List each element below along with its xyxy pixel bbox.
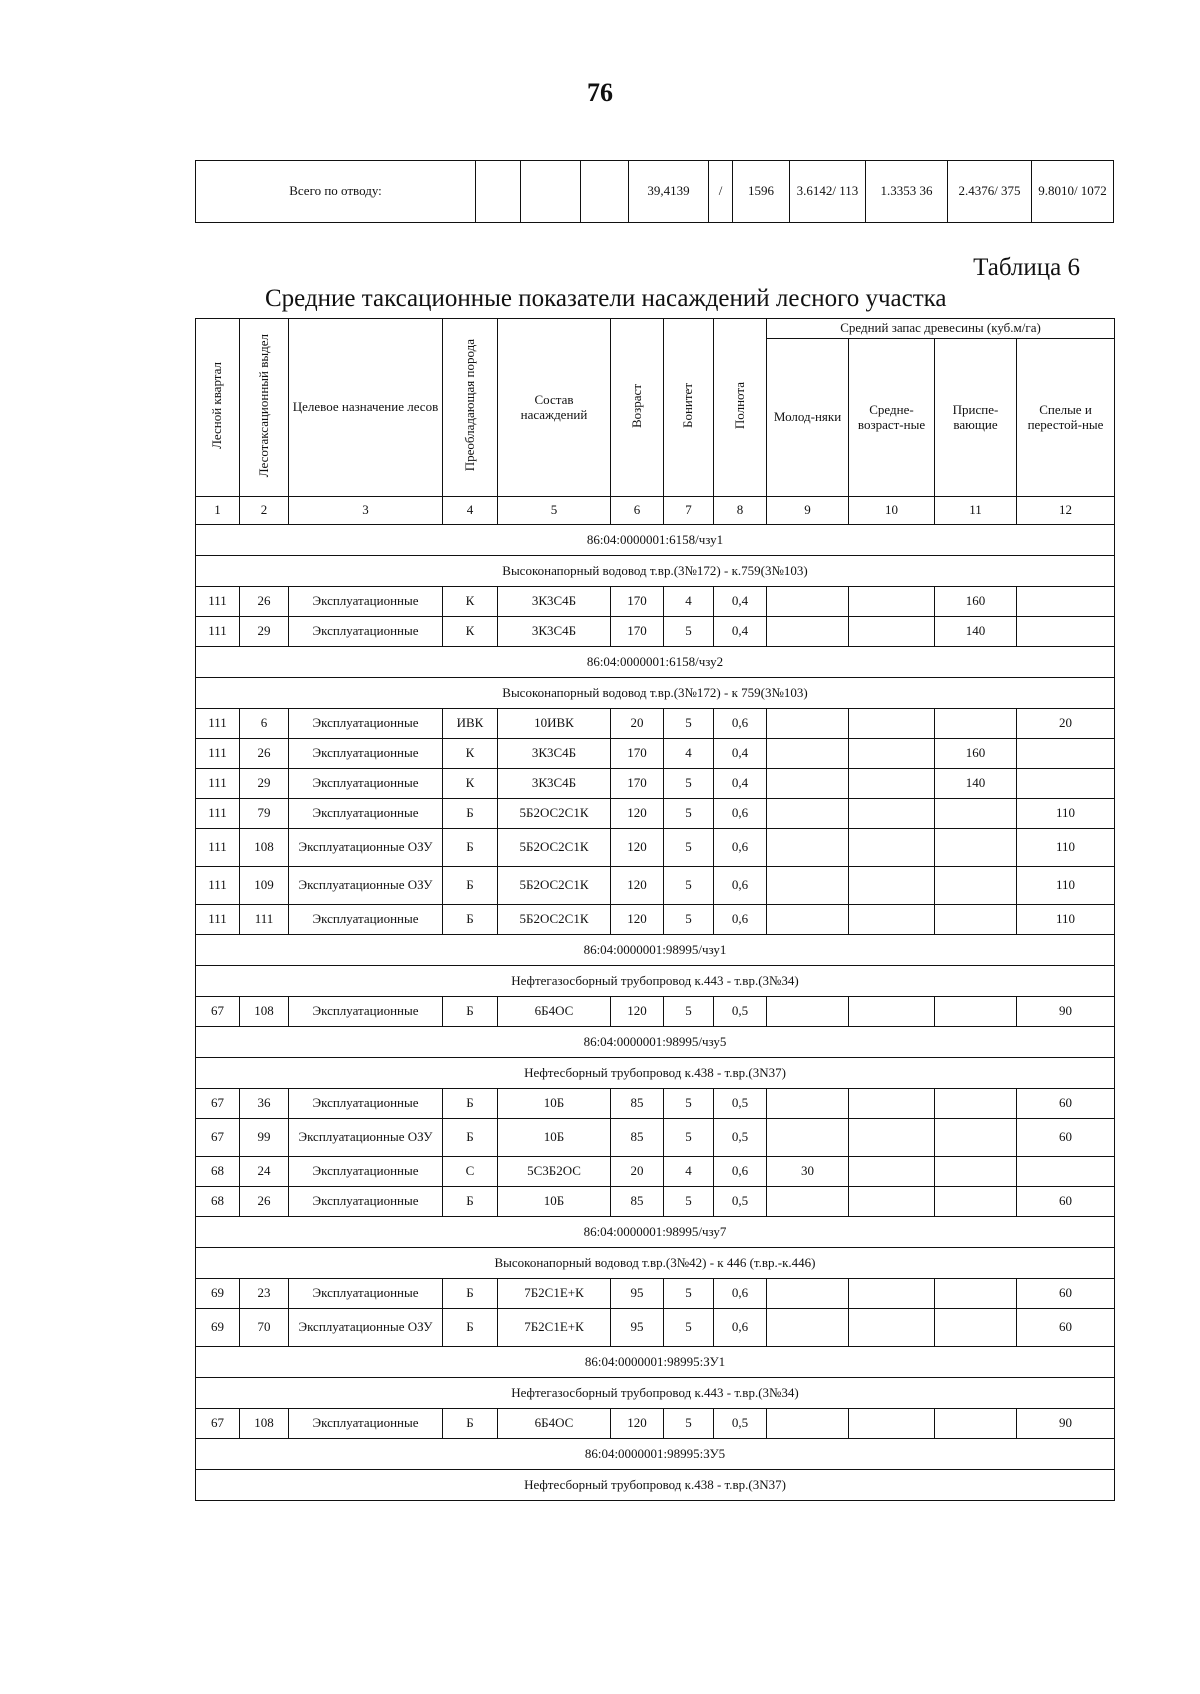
table-cell: [1017, 769, 1115, 799]
table-cell: 120: [611, 997, 664, 1027]
column-number: 7: [664, 497, 714, 525]
table-cell: Эксплуатационные: [289, 709, 443, 739]
table-cell: 111: [196, 769, 240, 799]
table-cell: К: [443, 769, 498, 799]
table-cell: 3К3С4Б: [498, 587, 611, 617]
section-code: 86:04:0000001:6158/чзу2: [196, 647, 1115, 678]
table-cell: 160: [935, 587, 1017, 617]
header-mature: Спелые и перестой-ные: [1017, 339, 1115, 497]
table-cell: [935, 867, 1017, 905]
table-cell: 0,4: [714, 587, 767, 617]
table-cell: 3К3С4Б: [498, 769, 611, 799]
table-cell: 5: [664, 1309, 714, 1347]
section-object: Высоконапорный водовод т.вр.(3№42) - к 446 (т.вр.-к.446): [196, 1248, 1115, 1279]
table-cell: [849, 1279, 935, 1309]
column-number: 3: [289, 497, 443, 525]
table-cell: [849, 769, 935, 799]
table-row: [196, 829, 1115, 867]
table-cell: [767, 1309, 849, 1347]
table-cell: Эксплуатационные ОЗУ: [289, 1309, 443, 1347]
section-object: Нефтегазосборный трубопровод к.443 - т.вр.(3№34): [196, 966, 1115, 997]
table-cell: 0,6: [714, 799, 767, 829]
table-cell: 110: [1017, 799, 1115, 829]
section-object: Нефтесборный трубопровод к.438 - т.вр.(3N37): [196, 1470, 1115, 1501]
section-object-row: [196, 556, 1115, 587]
table-cell: 0,5: [714, 1119, 767, 1157]
section-object-row: [196, 1058, 1115, 1089]
table-cell: Б: [443, 1089, 498, 1119]
table-cell: [767, 905, 849, 935]
table-cell: Эксплуатационные: [289, 617, 443, 647]
table-cell: 111: [196, 739, 240, 769]
section-object: Высоконапорный водовод т.вр.(3№172) - к.759(3№103): [196, 556, 1115, 587]
table-cell: 29: [240, 769, 289, 799]
totals-area: 39,4139: [629, 161, 709, 223]
table-cell: [935, 1279, 1017, 1309]
table-cell: 0,6: [714, 905, 767, 935]
totals-table: [195, 160, 1114, 223]
section-code-row: [196, 1217, 1115, 1248]
table-cell: 5Б2ОС2С1К: [498, 867, 611, 905]
header-dominant-species: Преобладающая порода: [443, 319, 498, 497]
table-cell: 23: [240, 1279, 289, 1309]
table-cell: 110: [1017, 829, 1115, 867]
table-cell: [767, 769, 849, 799]
table-cell: [935, 1409, 1017, 1439]
table-cell: Эксплуатационные: [289, 1187, 443, 1217]
section-code: 86:04:0000001:98995/чзу5: [196, 1027, 1115, 1058]
table-cell: [849, 617, 935, 647]
table-cell: 0,6: [714, 867, 767, 905]
table-cell: 5: [664, 617, 714, 647]
table-cell: 120: [611, 867, 664, 905]
table-cell: [767, 1279, 849, 1309]
table-cell: 95: [611, 1279, 664, 1309]
table-cell: 0,5: [714, 1089, 767, 1119]
table-cell: 5: [664, 829, 714, 867]
table-cell: Б: [443, 1187, 498, 1217]
table-cell: Б: [443, 1409, 498, 1439]
header-taxation-plot: Лесотаксационный выдел: [240, 319, 289, 497]
table-cell: 60: [1017, 1119, 1115, 1157]
table-cell: 29: [240, 617, 289, 647]
table-cell: [767, 1409, 849, 1439]
table-cell: 111: [240, 905, 289, 935]
table-row: [196, 587, 1115, 617]
table-cell: 85: [611, 1089, 664, 1119]
table-cell: [849, 1157, 935, 1187]
section-object: Нефтегазосборный трубопровод к.443 - т.вр.(3№34): [196, 1378, 1115, 1409]
table-cell: 111: [196, 867, 240, 905]
table-cell: 10Б: [498, 1119, 611, 1157]
column-number: 6: [611, 497, 664, 525]
table-cell: 67: [196, 1089, 240, 1119]
table-cell: [767, 867, 849, 905]
table-cell: [935, 1119, 1017, 1157]
header-bonitet: Бонитет: [664, 319, 714, 497]
table-cell: 67: [196, 997, 240, 1027]
table-cell: 7Б2С1Е+К: [498, 1309, 611, 1347]
table-cell: 6Б4ОС: [498, 1409, 611, 1439]
column-number: 12: [1017, 497, 1115, 525]
table-cell: [767, 829, 849, 867]
table-cell: 111: [196, 799, 240, 829]
table-cell: 0,4: [714, 769, 767, 799]
table-cell: 5: [664, 769, 714, 799]
table-row: [196, 1157, 1115, 1187]
table-cell: 0,5: [714, 997, 767, 1027]
table-cell: [935, 1309, 1017, 1347]
table-cell: 5: [664, 709, 714, 739]
table-cell: [849, 1409, 935, 1439]
table-cell: 160: [935, 739, 1017, 769]
table-cell: [935, 905, 1017, 935]
table-cell: Эксплуатационные ОЗУ: [289, 829, 443, 867]
header-young: Молод-няки: [767, 339, 849, 497]
table-cell: 4: [664, 587, 714, 617]
table-cell: 111: [196, 617, 240, 647]
table-cell: 6: [240, 709, 289, 739]
table-cell: [849, 1089, 935, 1119]
table-cell: [849, 1309, 935, 1347]
table-cell: [935, 1157, 1017, 1187]
table-cell: 3К3С4Б: [498, 739, 611, 769]
table-cell: [935, 1187, 1017, 1217]
table-cell: 110: [1017, 867, 1115, 905]
table-cell: 90: [1017, 1409, 1115, 1439]
table-row: [196, 709, 1115, 739]
header-maturing: Приспе-вающие: [935, 339, 1017, 497]
section-code-row: [196, 1439, 1115, 1470]
table-cell: [935, 829, 1017, 867]
table-body: [196, 525, 1115, 1501]
column-number: 9: [767, 497, 849, 525]
table-cell: Эксплуатационные: [289, 739, 443, 769]
totals-value: 1.3353 36: [866, 161, 948, 223]
header-age: Возраст: [611, 319, 664, 497]
table-cell: [767, 1119, 849, 1157]
table-cell: 0,5: [714, 1187, 767, 1217]
column-number: 2: [240, 497, 289, 525]
totals-value: 2.4376/ 375: [948, 161, 1032, 223]
table-cell: [767, 739, 849, 769]
table-cell: 6Б4ОС: [498, 997, 611, 1027]
table-cell: 24: [240, 1157, 289, 1187]
table-cell: [849, 997, 935, 1027]
table-cell: 36: [240, 1089, 289, 1119]
table-cell: К: [443, 617, 498, 647]
section-code: 86:04:0000001:98995:ЗУ5: [196, 1439, 1115, 1470]
table-cell: Эксплуатационные: [289, 905, 443, 935]
table-cell: [849, 905, 935, 935]
table-cell: Эксплуатационные ОЗУ: [289, 1119, 443, 1157]
table-cell: 111: [196, 587, 240, 617]
table-cell: [767, 587, 849, 617]
totals-slash: /: [709, 161, 733, 223]
table-cell: 0,4: [714, 739, 767, 769]
table-cell: 20: [611, 709, 664, 739]
section-object-row: [196, 966, 1115, 997]
header-middle-aged: Средне-возраст-ные: [849, 339, 935, 497]
table-row: [196, 1309, 1115, 1347]
section-code-row: [196, 525, 1115, 556]
table-cell: [935, 799, 1017, 829]
table-cell: 0,6: [714, 1309, 767, 1347]
header-forest-quarter: Лесной квартал: [196, 319, 240, 497]
table-cell: [1017, 1157, 1115, 1187]
table-cell: [849, 829, 935, 867]
table-cell: Б: [443, 997, 498, 1027]
table-cell: [849, 587, 935, 617]
table-cell: 111: [196, 905, 240, 935]
table-cell: 109: [240, 867, 289, 905]
table-row: [196, 867, 1115, 905]
table-cell: [1017, 739, 1115, 769]
table-cell: 5: [664, 1089, 714, 1119]
section-code-row: [196, 1027, 1115, 1058]
table-cell: 5С3Б2ОС: [498, 1157, 611, 1187]
table-cell: 10Б: [498, 1089, 611, 1119]
section-code: 86:04:0000001:98995:ЗУ1: [196, 1347, 1115, 1378]
table-cell: 26: [240, 739, 289, 769]
table-cell: Эксплуатационные: [289, 769, 443, 799]
table-cell: Эксплуатационные: [289, 587, 443, 617]
table-cell: 67: [196, 1119, 240, 1157]
table-cell: 5: [664, 1279, 714, 1309]
table-cell: 30: [767, 1157, 849, 1187]
table-cell: 5: [664, 867, 714, 905]
table-cell: 69: [196, 1279, 240, 1309]
table-cell: 0,4: [714, 617, 767, 647]
table-cell: 170: [611, 769, 664, 799]
section-code: 86:04:0000001:6158/чзу1: [196, 525, 1115, 556]
table-cell: 0,5: [714, 1409, 767, 1439]
section-code-row: [196, 1347, 1115, 1378]
table-cell: 5: [664, 905, 714, 935]
table-cell: С: [443, 1157, 498, 1187]
table-cell: 5Б2ОС2С1К: [498, 799, 611, 829]
table-cell: Эксплуатационные: [289, 997, 443, 1027]
table-cell: [849, 709, 935, 739]
table-cell: [849, 739, 935, 769]
table-cell: [935, 1089, 1017, 1119]
table-cell: 95: [611, 1309, 664, 1347]
table-cell: 108: [240, 829, 289, 867]
table-cell: [935, 997, 1017, 1027]
table-row: [196, 617, 1115, 647]
table-caption: Таблица 6: [973, 254, 1080, 281]
table-cell: [767, 1187, 849, 1217]
column-number: 4: [443, 497, 498, 525]
table-cell: Б: [443, 905, 498, 935]
table-cell: 67: [196, 1409, 240, 1439]
header-purpose: Целевое назначение лесов: [289, 319, 443, 497]
table-cell: 5: [664, 799, 714, 829]
table-cell: 85: [611, 1119, 664, 1157]
taxation-table: [195, 318, 1115, 1501]
table-cell: К: [443, 739, 498, 769]
section-object: Высоконапорный водовод т.вр.(3№172) - к 759(3№103): [196, 678, 1115, 709]
table-row: [196, 997, 1115, 1027]
totals-empty-cell: [581, 161, 629, 223]
section-code-row: [196, 647, 1115, 678]
table-cell: 140: [935, 617, 1017, 647]
table-row: [196, 1119, 1115, 1157]
table-row: [196, 769, 1115, 799]
table-cell: 108: [240, 997, 289, 1027]
table-cell: [767, 709, 849, 739]
table-row: [196, 739, 1115, 769]
table-cell: [849, 799, 935, 829]
table-row: [196, 799, 1115, 829]
table-cell: 170: [611, 739, 664, 769]
table-cell: 5Б2ОС2С1К: [498, 905, 611, 935]
table-row: [196, 1409, 1115, 1439]
table-cell: 108: [240, 1409, 289, 1439]
header-density: Полнота: [714, 319, 767, 497]
table-cell: Эксплуатационные: [289, 1279, 443, 1309]
table-row: [196, 1279, 1115, 1309]
table-cell: 140: [935, 769, 1017, 799]
table-cell: 26: [240, 587, 289, 617]
table-cell: [849, 867, 935, 905]
column-number: 11: [935, 497, 1017, 525]
table-cell: Б: [443, 1279, 498, 1309]
table-cell: 79: [240, 799, 289, 829]
column-number: 5: [498, 497, 611, 525]
table-cell: 99: [240, 1119, 289, 1157]
table-cell: 5: [664, 1119, 714, 1157]
table-cell: 5: [664, 1187, 714, 1217]
table-cell: 120: [611, 1409, 664, 1439]
table-cell: 69: [196, 1309, 240, 1347]
table-cell: 111: [196, 709, 240, 739]
table-cell: 7Б2С1Е+К: [498, 1279, 611, 1309]
table-title: Средние таксационные показатели насаждений лесного участка: [265, 285, 947, 312]
table-cell: 120: [611, 799, 664, 829]
table-row: [196, 1089, 1115, 1119]
column-number: 1: [196, 497, 240, 525]
table-cell: К: [443, 587, 498, 617]
column-numbers-row: [196, 497, 1115, 525]
table-cell: 5Б2ОС2С1К: [498, 829, 611, 867]
section-object: Нефтесборный трубопровод к.438 - т.вр.(3N37): [196, 1058, 1115, 1089]
table-cell: Б: [443, 1309, 498, 1347]
table-cell: [767, 799, 849, 829]
header-stock-group: Средний запас древесины (куб.м/га): [767, 319, 1115, 339]
table-cell: 170: [611, 587, 664, 617]
table-cell: Б: [443, 799, 498, 829]
table-cell: Эксплуатационные: [289, 799, 443, 829]
table-cell: 20: [1017, 709, 1115, 739]
table-cell: 85: [611, 1187, 664, 1217]
table-cell: 111: [196, 829, 240, 867]
table-cell: [1017, 587, 1115, 617]
table-cell: 26: [240, 1187, 289, 1217]
table-cell: 90: [1017, 997, 1115, 1027]
table-cell: 0,6: [714, 829, 767, 867]
totals-label: Всего по отводу:: [196, 161, 476, 223]
table-cell: [849, 1187, 935, 1217]
totals-value: 9.8010/ 1072: [1032, 161, 1114, 223]
table-cell: 70: [240, 1309, 289, 1347]
table-cell: 3К3С4Б: [498, 617, 611, 647]
table-cell: Эксплуатационные ОЗУ: [289, 867, 443, 905]
table-cell: 110: [1017, 905, 1115, 935]
table-cell: [767, 1089, 849, 1119]
table-cell: 10ИВК: [498, 709, 611, 739]
section-object-row: [196, 1248, 1115, 1279]
table-cell: Б: [443, 1119, 498, 1157]
table-cell: [935, 709, 1017, 739]
table-cell: Эксплуатационные: [289, 1089, 443, 1119]
section-code-row: [196, 935, 1115, 966]
table-cell: 0,6: [714, 1279, 767, 1309]
table-cell: 5: [664, 997, 714, 1027]
table-cell: [849, 1119, 935, 1157]
table-cell: [767, 997, 849, 1027]
table-cell: Эксплуатационные: [289, 1409, 443, 1439]
table-cell: [767, 617, 849, 647]
table-cell: 120: [611, 905, 664, 935]
table-cell: [1017, 617, 1115, 647]
table-cell: 120: [611, 829, 664, 867]
table-cell: 4: [664, 1157, 714, 1187]
totals-empty-cell: [476, 161, 521, 223]
table-cell: Эксплуатационные: [289, 1157, 443, 1187]
table-cell: 60: [1017, 1089, 1115, 1119]
table-cell: 170: [611, 617, 664, 647]
section-code: 86:04:0000001:98995/чзу7: [196, 1217, 1115, 1248]
table-cell: 68: [196, 1187, 240, 1217]
table-cell: Б: [443, 867, 498, 905]
table-cell: ИВК: [443, 709, 498, 739]
table-cell: 0,6: [714, 709, 767, 739]
table-row: [196, 1187, 1115, 1217]
table-cell: 5: [664, 1409, 714, 1439]
table-cell: 10Б: [498, 1187, 611, 1217]
table-cell: 60: [1017, 1279, 1115, 1309]
section-object-row: [196, 678, 1115, 709]
header-composition: Состав насаждений: [498, 319, 611, 497]
totals-count: 1596: [733, 161, 790, 223]
table-cell: 68: [196, 1157, 240, 1187]
section-object-row: [196, 1470, 1115, 1501]
page-number: 76: [587, 78, 613, 107]
totals-empty-cell: [521, 161, 581, 223]
table-cell: 60: [1017, 1309, 1115, 1347]
column-number: 8: [714, 497, 767, 525]
table-cell: 20: [611, 1157, 664, 1187]
column-number: 10: [849, 497, 935, 525]
table-cell: 4: [664, 739, 714, 769]
table-cell: Б: [443, 829, 498, 867]
table-row: [196, 905, 1115, 935]
table-cell: 0,6: [714, 1157, 767, 1187]
totals-value: 3.6142/ 113: [790, 161, 866, 223]
section-object-row: [196, 1378, 1115, 1409]
section-code: 86:04:0000001:98995/чзу1: [196, 935, 1115, 966]
table-cell: 60: [1017, 1187, 1115, 1217]
